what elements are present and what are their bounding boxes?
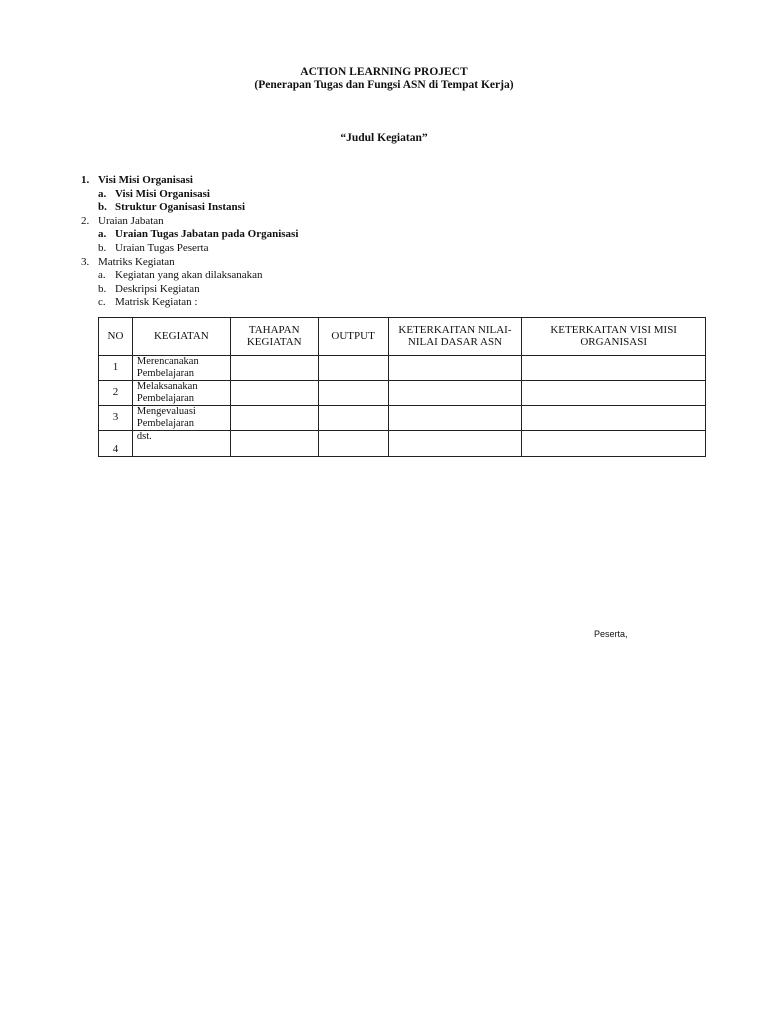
outline-label: Uraian Jabatan <box>98 214 164 227</box>
row-nilai-dasar-cell <box>388 406 522 431</box>
table-row <box>99 406 706 431</box>
outline-letter: a. <box>98 228 107 241</box>
column-header-no: NO <box>99 318 133 356</box>
row-visi-misi-cell <box>522 406 706 431</box>
outline-subitem-3b <box>81 283 298 297</box>
outline-subitem-3a <box>81 269 298 283</box>
outline-label: Visi Misi Organisasi <box>98 174 193 186</box>
row-tahapan-cell <box>230 431 318 457</box>
row-output-cell <box>318 431 388 457</box>
outline-label: Uraian Tugas Jabatan pada Organisasi <box>115 228 299 241</box>
row-tahapan-cell <box>230 356 318 381</box>
document-title: ACTION LEARNING PROJECT <box>300 66 468 78</box>
row-nilai-dasar-cell <box>388 381 522 406</box>
outline-letter: a. <box>98 187 107 200</box>
row-output-cell <box>318 381 388 406</box>
document-subtitle: (Penerapan Tugas dan Fungsi ASN di Tempat Kerja) <box>254 79 514 91</box>
outline-subitem-2a <box>81 228 298 242</box>
outline-list <box>81 174 298 310</box>
outline-number: 1. <box>81 174 90 186</box>
row-nilai-dasar-cell <box>388 431 522 457</box>
row-number: 2 <box>99 381 133 406</box>
outline-item-3 <box>81 256 298 270</box>
column-header-visi-misi: KETERKAITAN VISI MISI ORGANISASI <box>522 318 706 356</box>
outline-letter: a. <box>98 269 106 282</box>
outline-number: 3. <box>81 255 90 268</box>
row-kegiatan: Melaksanakan Pembelajaran <box>132 381 230 406</box>
row-tahapan-cell <box>230 381 318 406</box>
outline-label: Kegiatan yang akan dilaksanakan <box>115 269 263 282</box>
activity-matrix-table <box>98 317 706 457</box>
outline-letter: b. <box>98 282 107 295</box>
column-header-output: OUTPUT <box>318 318 388 356</box>
signature-label: Peserta, <box>594 629 628 639</box>
row-number: 4 <box>99 431 133 457</box>
column-header-nilai-dasar: KETERKAITAN NILAI-NILAI DASAR ASN <box>388 318 522 356</box>
activity-title-placeholder: “Judul Kegiatan” <box>340 132 428 144</box>
row-output-cell <box>318 406 388 431</box>
row-visi-misi-cell <box>522 381 706 406</box>
table-row <box>99 431 706 457</box>
outline-item-2 <box>81 215 298 229</box>
table-header-row <box>99 318 706 356</box>
outline-label: Struktur Oganisasi Instansi <box>115 201 246 214</box>
row-nilai-dasar-cell <box>388 356 522 381</box>
outline-label: Visi Misi Organisasi <box>115 187 210 200</box>
column-header-tahapan: TAHAPAN KEGIATAN <box>230 318 318 356</box>
outline-subitem-1a <box>81 188 298 202</box>
outline-subitem-1b <box>81 201 298 215</box>
outline-letter: b. <box>98 201 107 214</box>
row-tahapan-cell <box>230 406 318 431</box>
row-kegiatan: Mengevaluasi Pembelajaran <box>132 406 230 431</box>
outline-subitem-2b <box>81 242 298 256</box>
row-output-cell <box>318 356 388 381</box>
outline-number: 2. <box>81 214 90 227</box>
outline-label: Deskripsi Kegiatan <box>115 282 200 295</box>
column-header-kegiatan: KEGIATAN <box>132 318 230 356</box>
outline-subitem-3c <box>81 296 298 310</box>
table-row <box>99 356 706 381</box>
outline-letter: c. <box>98 296 106 309</box>
row-kegiatan: dst. <box>132 431 230 457</box>
row-kegiatan: Merencanakan Pembelajaran <box>132 356 230 381</box>
outline-label: Matrisk Kegiatan : <box>115 296 198 309</box>
row-number: 3 <box>99 406 133 431</box>
outline-letter: b. <box>98 241 107 254</box>
row-visi-misi-cell <box>522 356 706 381</box>
outline-label: Uraian Tugas Peserta <box>115 241 209 254</box>
row-visi-misi-cell <box>522 431 706 457</box>
outline-label: Matriks Kegiatan <box>98 255 175 268</box>
outline-item-1 <box>81 174 298 188</box>
table-row <box>99 381 706 406</box>
row-number: 1 <box>99 356 133 381</box>
